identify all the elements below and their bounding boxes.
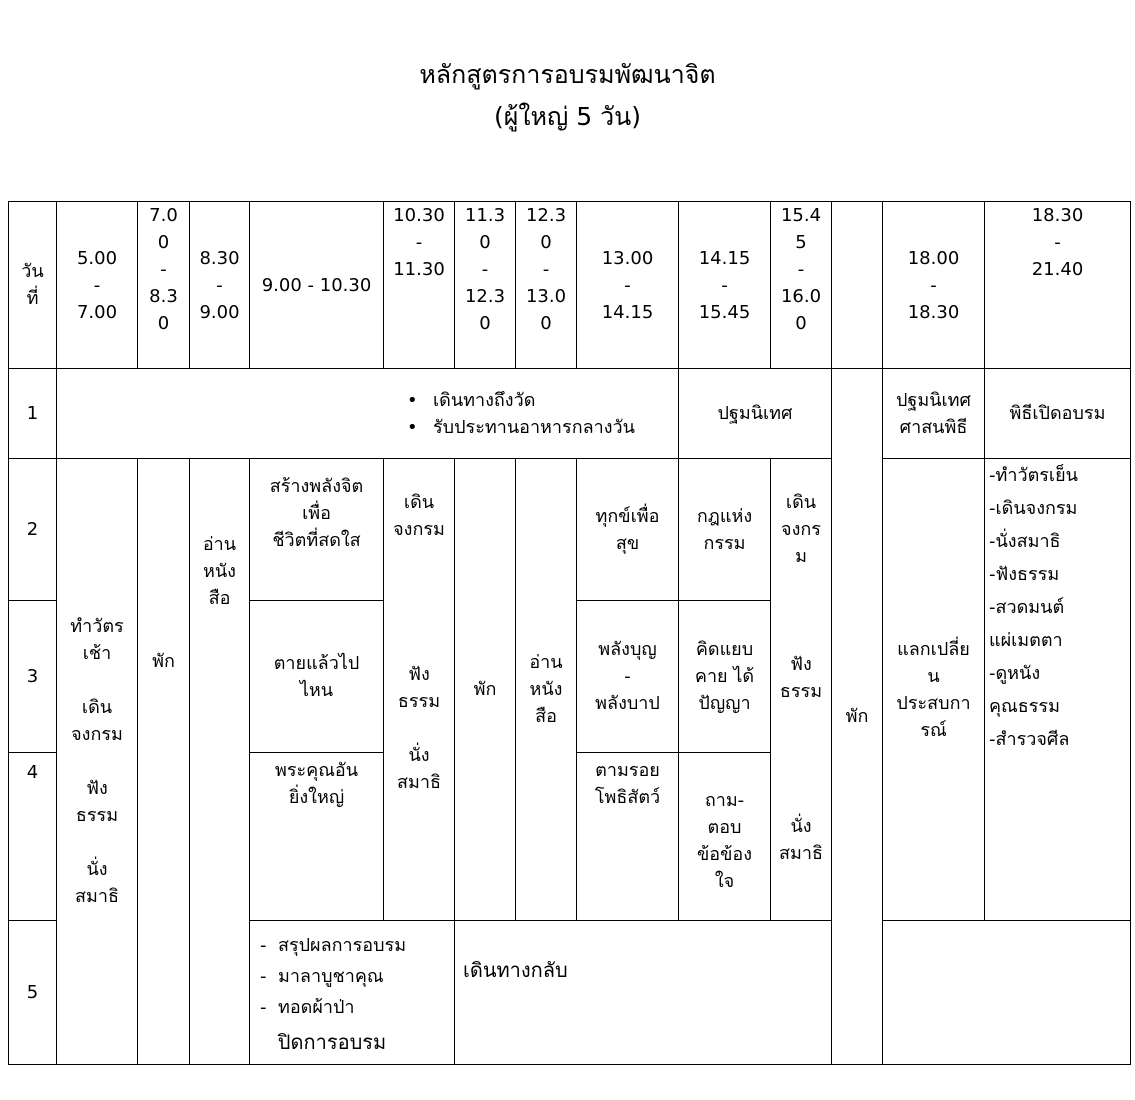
text-line [771, 786, 831, 813]
text-line: นั่ง [408, 744, 430, 766]
text-line: อ่าน [529, 652, 563, 673]
day-1-opening: พิธีเปิดอบรม [985, 369, 1131, 459]
text-line: หนัง [203, 561, 236, 582]
text-line: - [481, 259, 489, 280]
text-line: เพื่อ [302, 503, 331, 524]
bullet-item: • รับประทานอาหารกลางวัน [407, 414, 678, 441]
day-1-arrival [57, 369, 679, 459]
talk-13-day4 [577, 753, 679, 921]
page-subtitle: (ผู้ใหญ่ 5 วัน) [493, 102, 642, 131]
text-line: ชีวิตที่สดใส [272, 530, 361, 551]
rest-evening: พัก [832, 369, 883, 1065]
text-line: 18.30 [1031, 205, 1084, 226]
text-line: ฟัง [790, 654, 812, 675]
text-line [771, 570, 831, 597]
text-line: ข้อข้อง [696, 844, 753, 865]
text-line: ธรรม [779, 681, 823, 702]
text-line: สือ [208, 588, 231, 609]
header-time [138, 202, 190, 369]
talk-9-day2 [250, 459, 384, 601]
text-line: 8.30 [199, 247, 240, 269]
text-line: กฎแห่ง [696, 505, 753, 527]
text-line: 11.30 [393, 259, 445, 280]
text-line [771, 732, 831, 759]
header-day: วัน ที่ [9, 202, 57, 369]
text-line: ตอบ [707, 817, 742, 838]
page-title: หลักสูตรการอบรมพัฒนาจิต [419, 60, 716, 89]
closing-item: - มาลาบูชาคุณ [260, 961, 454, 992]
talk-13-day2 [577, 459, 679, 601]
text-line: 10.30 [393, 205, 445, 226]
text-line: 0 [540, 232, 552, 253]
text-line: - [624, 666, 631, 687]
text-line: -เดินจงกรม [989, 498, 1078, 519]
text-line: 0 [479, 232, 491, 253]
header-time [771, 202, 832, 369]
text-line: สมาธิ [397, 771, 441, 793]
text-line: 5.00 [76, 247, 118, 269]
text-line: -ดูหนัง [989, 663, 1041, 684]
header-time [57, 202, 138, 369]
reading-midday [516, 459, 577, 921]
text-line: - [797, 259, 805, 280]
header-time [455, 202, 516, 369]
text-line: 21.40 [1031, 259, 1084, 280]
text-line: 0 [157, 313, 170, 334]
text-line: 11.3 [464, 205, 506, 226]
text-line: -นั่งสมาธิ [989, 531, 1061, 552]
practice-1030-top [384, 459, 455, 601]
day-number: 5 [9, 921, 57, 1065]
text-line: ธรรม [75, 805, 119, 826]
schedule-table [8, 201, 1131, 1065]
text-line: สมาธิ [75, 886, 119, 907]
text-line: สุข [615, 532, 640, 554]
text-line: 15.45 [698, 301, 751, 323]
text-line: เดิน [785, 492, 817, 513]
text-line: 5 [795, 232, 807, 253]
text-line: เช้า [82, 643, 112, 664]
text-line [57, 667, 137, 694]
text-line: 7.00 [76, 301, 118, 323]
text-line: -ทำวัตรเย็น [989, 465, 1078, 486]
text-line: คุณธรรม [989, 696, 1060, 717]
text-line: 8.3 [149, 286, 178, 307]
text-line: 0 [157, 232, 170, 253]
header-time [516, 202, 577, 369]
morning-practice [57, 459, 138, 1065]
text-line: ปัญญา [698, 693, 751, 714]
text-line: 12.3 [464, 286, 506, 307]
text-line: 15.4 [780, 205, 822, 226]
text-line: 9.00 - 10.30 [261, 274, 372, 296]
text-line: ฟัง [408, 663, 430, 685]
text-line: รณ์ [920, 719, 947, 741]
header-time [883, 202, 985, 369]
text-line [57, 748, 137, 775]
text-line: ธรรม [397, 690, 441, 712]
header-time [384, 202, 455, 369]
day-5-empty [883, 921, 1131, 1065]
text-line: 7.0 [149, 205, 178, 226]
bullet-item: • เดินทางถึงวัด [407, 387, 678, 414]
text-line: 14.15 [698, 247, 751, 269]
day-number: 3 [9, 601, 57, 753]
text-line: 9.00 [199, 301, 240, 323]
text-line: - [624, 274, 631, 296]
day-number: 1 [9, 369, 57, 459]
text-line: - [160, 259, 167, 280]
text-line: สมาธิ [779, 843, 823, 864]
talk-9-day4 [250, 753, 384, 921]
day-number: 2 [9, 459, 57, 601]
rest-morning: พัก [138, 459, 190, 1065]
text-line: นั่ง [790, 816, 812, 837]
closing-ceremony: ปิดการอบรม [277, 1029, 387, 1054]
text-line: -สวดมนต์ [989, 597, 1065, 618]
text-line [771, 597, 831, 624]
text-line [384, 715, 454, 742]
text-line: 13.0 [525, 286, 567, 307]
rest-midday: พัก [455, 459, 516, 921]
evening-activities [985, 459, 1131, 921]
closing-item: - ทอดผ้าป่า [260, 992, 454, 1023]
text-line: 16.0 [780, 286, 822, 307]
text-line: ไหน [299, 679, 334, 701]
header-time [985, 202, 1131, 369]
text-line: 13.00 [601, 247, 654, 269]
text-line: - [93, 274, 101, 296]
text-line: จงกรม [393, 519, 445, 540]
text-line: ใจ [714, 871, 735, 892]
text-line: ตามรอย [595, 760, 660, 781]
text-line: -สำรวจศีล [989, 729, 1070, 750]
text-line: -ฟังธรรม [989, 564, 1060, 585]
text-line: - [930, 274, 937, 296]
text-line: กรรม [703, 532, 746, 554]
text-line: 0 [479, 313, 491, 334]
text-line: - [1054, 232, 1061, 253]
closing-item: - สรุปผลการอบรม [260, 930, 454, 961]
text-line: จงกร [781, 519, 821, 540]
day-5-return: เดินทางกลับ [455, 921, 883, 1065]
header-time [190, 202, 250, 369]
day-5-closing [250, 921, 455, 1065]
header-time-empty [832, 202, 883, 369]
text-line: เดิน [81, 697, 113, 718]
text-line: แผ่เมตตา [989, 630, 1063, 651]
header-time [679, 202, 771, 369]
text-line: สร้างพลังจิต [269, 476, 364, 497]
talk-9-day3 [250, 601, 384, 753]
text-line: อ่าน [202, 534, 237, 555]
text-line: - [721, 274, 728, 296]
day-2-row [9, 459, 1131, 601]
talk-13-day3 [577, 601, 679, 753]
talk-1415-day2 [679, 459, 771, 601]
text-line: - [542, 259, 550, 280]
text-line: คิดแยบ [695, 639, 754, 660]
text-line: พลังบุญ [598, 639, 657, 660]
text-line: 12.3 [525, 205, 567, 226]
header-time [250, 202, 384, 369]
text-line: ม [795, 546, 807, 567]
text-line: ทุกข์เพื่อ [595, 505, 660, 527]
text-line: - [415, 232, 423, 253]
text-line: ทำวัตร [70, 616, 124, 637]
text-line: - [216, 274, 223, 296]
text-line: 0 [795, 313, 807, 334]
text-line: หนัง [529, 679, 563, 700]
text-line: แลกเปลี่ย [897, 638, 970, 660]
header-row [9, 202, 1131, 369]
text-line: ประสบกา [896, 692, 971, 714]
text-line: นั่ง [86, 859, 108, 880]
text-line [771, 705, 831, 732]
day-1-religion-orientation: ปฐมนิเทศ ศาสนพิธี [883, 369, 985, 459]
text-line [57, 829, 137, 856]
text-line: สือ [535, 706, 557, 727]
practice-1545 [771, 459, 832, 921]
header-time [577, 202, 679, 369]
talk-1415-day4 [679, 753, 771, 921]
text-line: 18.00 [907, 247, 960, 269]
exchange [883, 459, 985, 921]
text-line: ฟัง [86, 778, 108, 799]
text-line [771, 624, 831, 651]
text-line: ถาม- [704, 790, 745, 811]
day-1-row [9, 369, 1131, 459]
talk-1415-day3 [679, 601, 771, 753]
practice-1030-bottom [384, 601, 455, 921]
reading-morning [190, 459, 250, 1065]
day-1-orientation: ปฐมนิเทศ [679, 369, 832, 459]
text-line: พลังบาป [595, 693, 660, 714]
text-line: 14.15 [601, 301, 654, 323]
text-line: น [927, 665, 940, 687]
text-line: จงกรม [71, 724, 123, 745]
text-line: 0 [540, 313, 552, 334]
text-line [771, 759, 831, 786]
text-line: พระคุณอัน [274, 760, 359, 781]
text-line: ตายแล้วไป [273, 652, 360, 674]
text-line: โพธิสัตว์ [594, 787, 661, 808]
text-line: เดิน [403, 492, 435, 513]
day-number: 4 [9, 753, 57, 921]
text-line: คาย ได้ [694, 666, 755, 687]
text-line: 18.30 [907, 301, 960, 323]
text-line: ยิ่งใหญ่ [288, 787, 345, 808]
